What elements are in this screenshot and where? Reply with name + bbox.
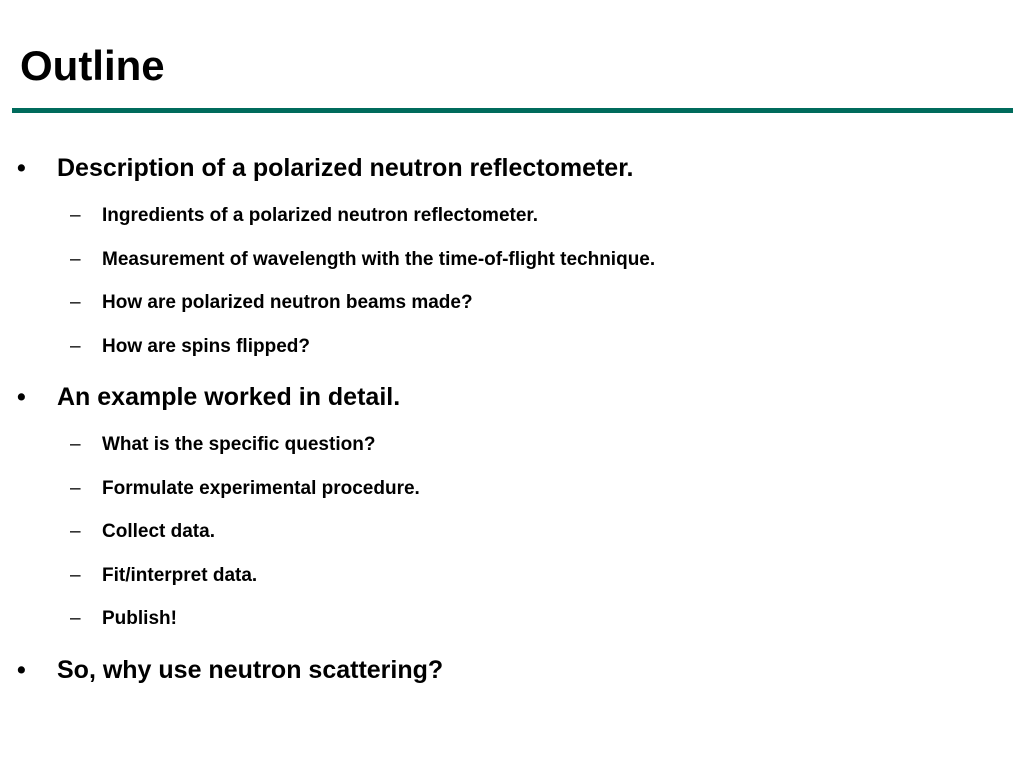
dash-marker: – xyxy=(70,434,81,455)
dash-marker: – xyxy=(70,249,81,270)
bullet-text: An example worked in detail. xyxy=(57,383,401,411)
dash-marker: – xyxy=(70,521,81,542)
slide-title: Outline xyxy=(20,42,165,89)
sub-item-text: What is the specific question? xyxy=(102,434,376,455)
sub-item-text: How are polarized neutron beams made? xyxy=(102,292,473,313)
bullet-marker: • xyxy=(17,656,26,684)
sub-item-text: Fit/interpret data. xyxy=(102,565,258,586)
bullet-text: So, why use neutron scattering? xyxy=(57,656,444,684)
dash-marker: – xyxy=(70,478,81,499)
bullet-marker: • xyxy=(17,154,26,182)
dash-marker: – xyxy=(70,205,81,226)
dash-marker: – xyxy=(70,336,81,357)
dash-marker: – xyxy=(70,292,81,313)
bullet-marker: • xyxy=(17,383,26,411)
sub-item-text: How are spins flipped? xyxy=(102,336,310,357)
dash-marker: – xyxy=(70,565,81,586)
sub-item-text: Formulate experimental procedure. xyxy=(102,478,420,499)
bullet-text: Description of a polarized neutron reflectometer. xyxy=(57,154,634,182)
sub-item-text: Measurement of wavelength with the time-of-flight technique. xyxy=(102,249,656,270)
dash-marker: – xyxy=(70,608,81,629)
sub-item-text: Collect data. xyxy=(102,521,215,542)
sub-item-text: Ingredients of a polarized neutron reflectometer. xyxy=(102,205,539,226)
sub-item-text: Publish! xyxy=(102,608,177,629)
